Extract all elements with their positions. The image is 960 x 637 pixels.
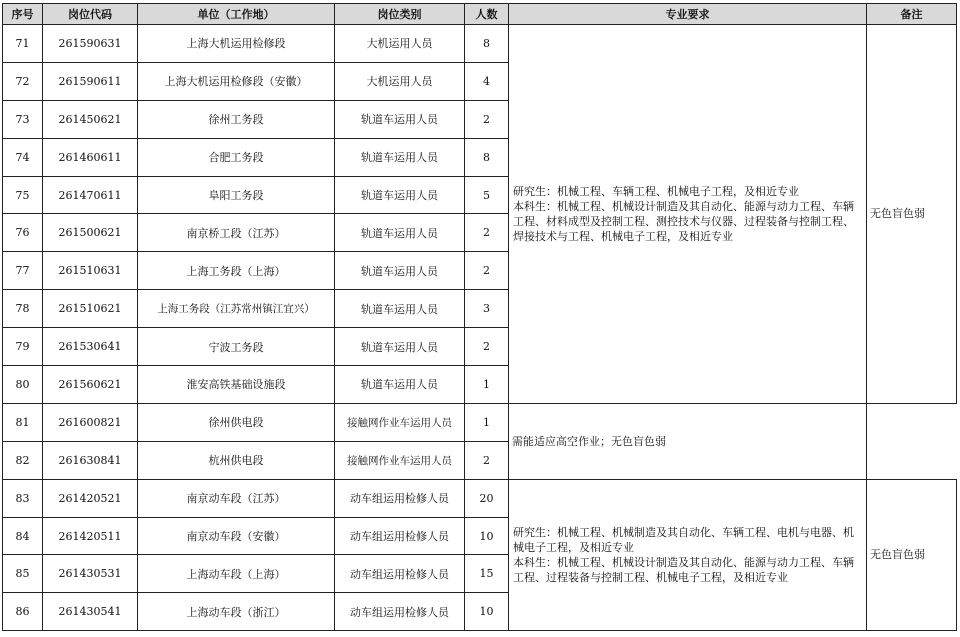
cell-category: 轨道车运用人员 [335, 290, 465, 328]
cell-unit: 南京动车段（江苏） [138, 479, 335, 517]
cell-code: 261510621 [43, 290, 138, 328]
cell-code: 261460611 [43, 138, 138, 176]
header-category: 岗位类别 [335, 4, 465, 25]
header-unit: 单位（工作地） [138, 4, 335, 25]
cell-unit: 上海大机运用检修段（安徽） [138, 62, 335, 100]
cell-code: 261510631 [43, 252, 138, 290]
cell-no: 84 [3, 517, 43, 555]
cell-no: 86 [3, 593, 43, 631]
cell-unit: 上海动车段（浙江） [138, 593, 335, 631]
cell-category: 轨道车运用人员 [335, 328, 465, 366]
cell-count: 1 [465, 403, 509, 441]
cell-code: 261600821 [43, 403, 138, 441]
header-code: 岗位代码 [43, 4, 138, 25]
cell-code: 261590611 [43, 62, 138, 100]
table-row [3, 25, 957, 63]
cell-no: 75 [3, 176, 43, 214]
cell-category: 动车组运用检修人员 [335, 555, 465, 593]
cell-category: 大机运用人员 [335, 25, 465, 63]
header-count: 人数 [465, 4, 509, 25]
cell-count: 10 [465, 593, 509, 631]
cell-code: 261530641 [43, 328, 138, 366]
notes-cell-1: 无色盲色弱 [867, 25, 957, 404]
recruitment-table [2, 3, 957, 631]
cell-unit: 徐州工务段 [138, 100, 335, 138]
cell-no: 79 [3, 328, 43, 366]
cell-category: 动车组运用检修人员 [335, 479, 465, 517]
cell-count: 2 [465, 252, 509, 290]
header-no: 序号 [3, 4, 43, 25]
cell-category: 接触网作业车运用人员 [335, 441, 465, 479]
cell-category: 动车组运用检修人员 [335, 517, 465, 555]
cell-no: 78 [3, 290, 43, 328]
requirements-cell-1: 研究生：机械工程、车辆工程、机械电子工程，及相近专业 本科生：机械工程、机械设计制造及其自动化、能源与动力工程、车辆工程、材料成型及控制工程、测控技术与仪器、过程装备与控制工程、焊接技术与工程、机械电子工程，及相近专业 [509, 25, 867, 404]
cell-category: 轨道车运用人员 [335, 366, 465, 404]
cell-category: 轨道车运用人员 [335, 138, 465, 176]
cell-unit: 上海大机运用检修段 [138, 25, 335, 63]
cell-unit: 淮安高铁基础设施段 [138, 366, 335, 404]
cell-count: 15 [465, 555, 509, 593]
cell-code: 261430541 [43, 593, 138, 631]
cell-unit: 南京桥工段（江苏） [138, 214, 335, 252]
cell-category: 轨道车运用人员 [335, 100, 465, 138]
cell-count: 2 [465, 328, 509, 366]
cell-count: 8 [465, 25, 509, 63]
cell-unit: 合肥工务段 [138, 138, 335, 176]
cell-count: 20 [465, 479, 509, 517]
cell-category: 轨道车运用人员 [335, 252, 465, 290]
cell-no: 76 [3, 214, 43, 252]
cell-count: 2 [465, 100, 509, 138]
cell-no: 72 [3, 62, 43, 100]
cell-unit: 南京动车段（安徽） [138, 517, 335, 555]
cell-no: 83 [3, 479, 43, 517]
cell-unit: 上海工务段（江苏常州镇江宜兴） [138, 290, 335, 328]
cell-count: 3 [465, 290, 509, 328]
cell-count: 2 [465, 214, 509, 252]
cell-count: 10 [465, 517, 509, 555]
table-row [3, 403, 957, 441]
cell-category: 轨道车运用人员 [335, 176, 465, 214]
cell-code: 261630841 [43, 441, 138, 479]
notes-cell-3: 无色盲色弱 [867, 479, 957, 631]
cell-count: 1 [465, 366, 509, 404]
cell-category: 轨道车运用人员 [335, 214, 465, 252]
cell-count: 5 [465, 176, 509, 214]
cell-unit: 徐州供电段 [138, 403, 335, 441]
cell-unit: 上海动车段（上海） [138, 555, 335, 593]
header-requirements: 专业要求 [509, 4, 867, 25]
notes-cell-2: 需能适应高空作业；无色盲色弱 [509, 403, 867, 479]
cell-code: 261450621 [43, 100, 138, 138]
cell-code: 261430531 [43, 555, 138, 593]
cell-unit: 宁波工务段 [138, 328, 335, 366]
cell-code: 261590631 [43, 25, 138, 63]
header-row [3, 4, 957, 25]
cell-no: 82 [3, 441, 43, 479]
cell-code: 261500621 [43, 214, 138, 252]
cell-count: 8 [465, 138, 509, 176]
cell-no: 73 [3, 100, 43, 138]
cell-category: 大机运用人员 [335, 62, 465, 100]
cell-no: 80 [3, 366, 43, 404]
cell-category: 动车组运用检修人员 [335, 593, 465, 631]
cell-unit: 上海工务段（上海） [138, 252, 335, 290]
cell-no: 85 [3, 555, 43, 593]
table-row [3, 479, 957, 517]
cell-no: 77 [3, 252, 43, 290]
requirements-cell-2: 研究生：机械工程、机械制造及其自动化、车辆工程、电机与电器、机械电子工程，及相近专业 本科生：机械工程、机械设计制造及其自动化、能源与动力工程、车辆工程、过程装备与控制工程、机械电子工程，及相近专业 [509, 479, 867, 631]
cell-code: 261560621 [43, 366, 138, 404]
cell-code: 261470611 [43, 176, 138, 214]
cell-no: 71 [3, 25, 43, 63]
cell-count: 2 [465, 441, 509, 479]
cell-category: 接触网作业车运用人员 [335, 403, 465, 441]
cell-count: 4 [465, 62, 509, 100]
cell-unit: 杭州供电段 [138, 441, 335, 479]
cell-no: 81 [3, 403, 43, 441]
cell-code: 261420511 [43, 517, 138, 555]
cell-no: 74 [3, 138, 43, 176]
cell-code: 261420521 [43, 479, 138, 517]
header-notes: 备注 [867, 4, 957, 25]
cell-unit: 阜阳工务段 [138, 176, 335, 214]
